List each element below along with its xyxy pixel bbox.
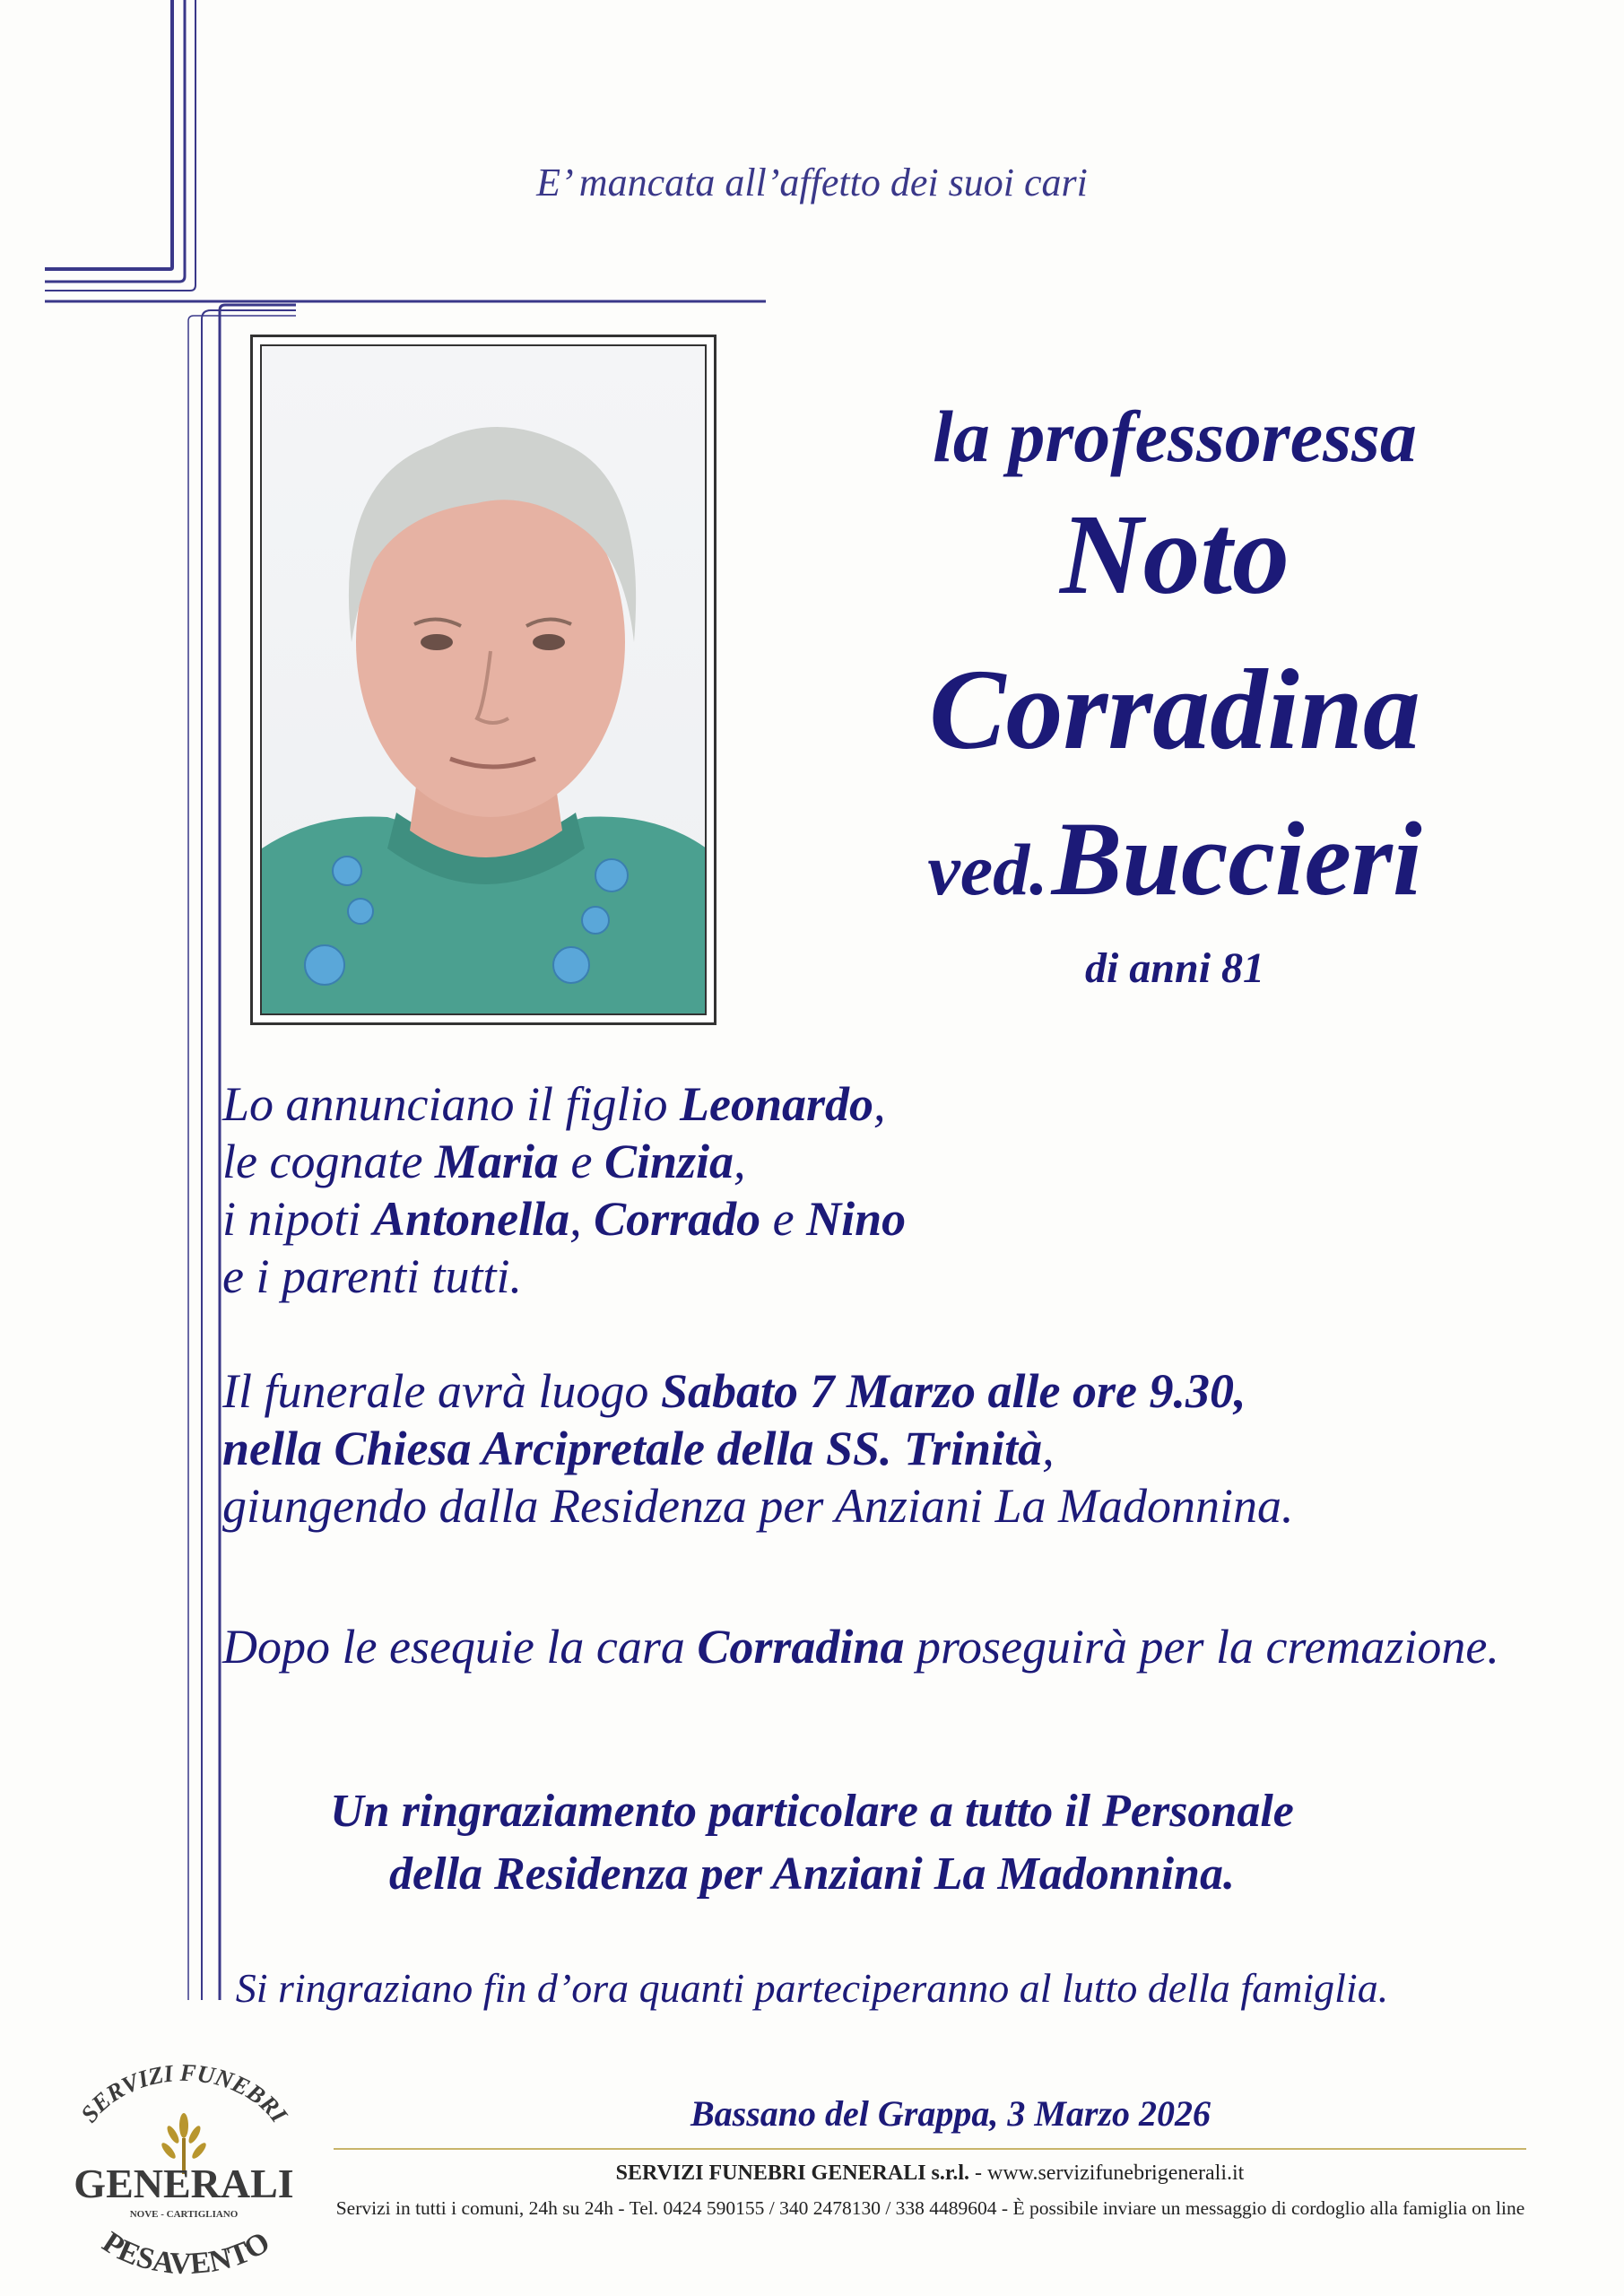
age-text: di anni 81 — [1084, 944, 1265, 992]
thanks-line-1: Un ringraziamento particolare a tutto il Personale — [330, 1786, 1294, 1837]
funeral-home-logo — [54, 2063, 314, 2287]
announcement-line-4: e i parenti tutti. — [222, 1249, 522, 1303]
portrait-frame — [250, 335, 716, 1025]
funeral-line-1: Il funerale avrà luogo Sabato 7 Marzo alle ore 9.30, — [222, 1364, 1246, 1418]
funeral-line-3: giungendo dalla Residenza per Anziani La Madonnina. — [222, 1479, 1294, 1533]
deceased-first-name: Corradina — [929, 646, 1420, 773]
funeral-line-2: nella Chiesa Arcipretale della SS. Trinità, — [222, 1422, 1055, 1475]
logo-name: GENERALI — [74, 2161, 294, 2206]
footer-rule — [334, 2148, 1526, 2150]
thanks-line-3: Si ringraziano fin d’ora quanti parteciperanno al lutto della famiglia. — [235, 1965, 1389, 2011]
announcement-line-1: Lo annunciano il figlio Leonardo, — [222, 1077, 886, 1131]
logo-subtitle: NOVE - CARTIGLIANO — [129, 2209, 239, 2220]
cremation-line: Dopo le esequie la cara Corradina proseguirà per la cremazione. — [222, 1620, 1499, 1674]
footer-company-line: SERVIZI FUNEBRI GENERALI s.r.l. - www.servizifunebrigenerali.it — [615, 2161, 1245, 2185]
place-and-date: Bassano del Grappa, 3 Marzo 2026 — [690, 2093, 1211, 2134]
thanks-line-2: della Residenza per Anziani La Madonnina. — [389, 1848, 1235, 1900]
widow-prefix: ved. — [927, 829, 1048, 910]
portrait-illustration — [262, 346, 707, 1015]
deceased-surname: Noto — [1060, 491, 1290, 618]
intro-text: E’ mancata all’affetto dei suoi cari — [536, 161, 1088, 204]
logo-bottom-text: PESAVENTO — [96, 2225, 276, 2282]
married-name: Buccieri — [1051, 800, 1422, 918]
announcement-line-3: i nipoti Antonella, Corrado e Nino — [222, 1192, 907, 1246]
honorific-title: la professoressa — [933, 396, 1417, 477]
portrait-photo — [260, 344, 707, 1015]
footer-contact-line: Servizi in tutti i comuni, 24h su 24h - Tel. 0424 590155 / 340 2478130 / 338 4489604 - È possibile inviare un messaggio di cordoglio alla famiglia on line — [335, 2197, 1525, 2219]
married-name-line — [771, 798, 1578, 920]
logo-top-text: SERVIZI FUNEBRI — [74, 2063, 293, 2127]
announcement-line-2: le cognate Maria e Cinzia, — [222, 1135, 746, 1188]
